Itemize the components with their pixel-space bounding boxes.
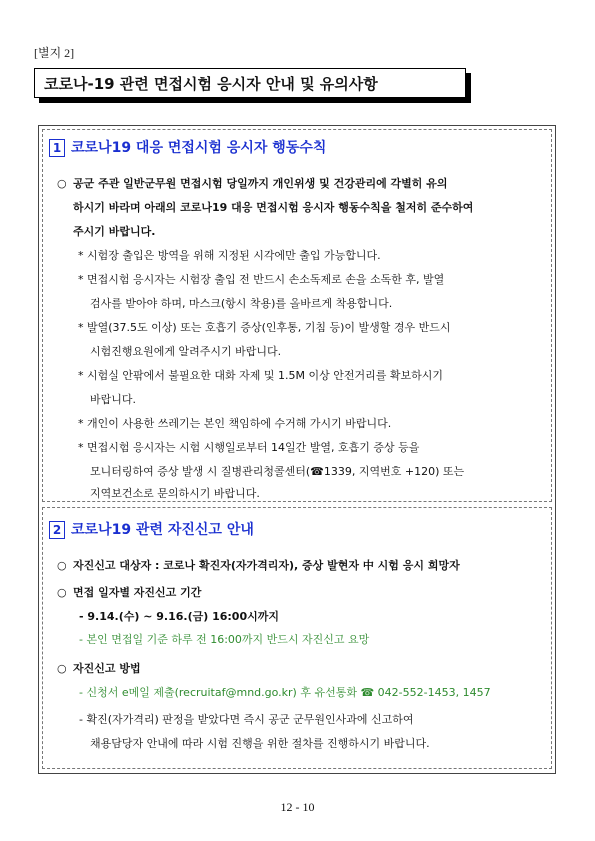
section1-heading bbox=[49, 137, 326, 157]
section1-heading-text: 코로나19 대응 면접시험 응시자 행동수칙 bbox=[71, 140, 327, 156]
method-line: - 신청서 e메일 제출(recruitaf@mnd.go.kr) 후 유선통화 ☎ 042-552-1453, 1457 bbox=[79, 686, 491, 699]
content-frame bbox=[38, 125, 556, 774]
period-value: - 9.14.(수) ~ 9.16.(금) 16:00시까지 bbox=[79, 610, 279, 623]
rule-line: 바랍니다. bbox=[90, 393, 137, 406]
circle-bullet-icon: ○ bbox=[57, 177, 67, 190]
rule-line: * 면접시험 응시자는 시험 시행일로부터 14일간 발열, 호흡기 증상 등을 bbox=[78, 441, 420, 454]
section-behavior-rules bbox=[42, 129, 552, 502]
period-label: ○ 면접 일자별 자진신고 기간 bbox=[57, 586, 202, 599]
intro-line-1: ○ 공군 주관 일반군무원 면접시험 당일까지 개인위생 및 건강관리에 각별히 유의 bbox=[57, 177, 448, 190]
intro-line-2: 하시기 바라며 아래의 코로나19 대응 면접시험 응시자 행동수칙을 철저히 준수하여 bbox=[73, 201, 474, 214]
attachment-label: [별지 2] bbox=[34, 46, 75, 60]
rule-line: * 개인이 사용한 쓰레기는 본인 책임하에 수거해 가시기 바랍니다. bbox=[78, 417, 392, 430]
page-number: 12 - 10 bbox=[280, 800, 315, 814]
section2-number: 2 bbox=[49, 521, 65, 539]
document-title: 코로나-19 관련 면접시험 응시자 안내 및 유의사항 bbox=[34, 68, 466, 98]
rule-line: 시험진행요원에게 알려주시기 바랍니다. bbox=[90, 345, 282, 358]
section2-heading bbox=[49, 519, 254, 539]
rule-line: 지역보건소로 문의하시기 바랍니다. bbox=[90, 487, 260, 500]
rule-line: * 시험장 출입은 방역을 위해 지정된 시각에만 출입 가능합니다. bbox=[78, 249, 381, 262]
rule-line: * 발열(37.5도 이상) 또는 호흡기 증상(인후통, 기침 등)이 발생할 경우 반드시 bbox=[78, 321, 451, 334]
circle-bullet-icon: ○ bbox=[57, 662, 67, 675]
self-report-target: ○ 자진신고 대상자 : 코로나 확진자(자가격리자), 증상 발현자 中 시험 응시 희망자 bbox=[57, 559, 460, 572]
section2-heading-text: 코로나19 관련 자진신고 안내 bbox=[71, 522, 254, 538]
circle-bullet-icon: ○ bbox=[57, 559, 67, 572]
intro-line-3: 주시기 바랍니다. bbox=[73, 225, 156, 238]
rule-line: 모니터링하여 증상 발생 시 질병관리청콜센터(☎1339, 지역번호 +120) 또는 bbox=[90, 465, 465, 478]
followup-line-1: - 확진(자가격리) 판정을 받았다면 즉시 공군 군무원인사과에 신고하여 bbox=[79, 713, 414, 726]
section-self-report bbox=[42, 507, 552, 769]
rule-line: * 면접시험 응시자는 시험장 출입 전 반드시 손소독제로 손을 소독한 후, 발열 bbox=[78, 273, 445, 286]
section1-number: 1 bbox=[49, 139, 65, 157]
rule-line: * 시험실 안팎에서 불필요한 대화 자제 및 1.5M 이상 안전거리를 확보하시기 bbox=[78, 369, 443, 382]
rule-line: 검사를 받아야 하며, 마스크(항시 착용)를 올바르게 착용합니다. bbox=[90, 297, 393, 310]
method-label: ○ 자진신고 방법 bbox=[57, 662, 141, 675]
followup-line-2: 채용담당자 안내에 따라 시험 진행을 위한 절차를 진행하시기 바랍니다. bbox=[90, 737, 430, 750]
circle-bullet-icon: ○ bbox=[57, 586, 67, 599]
period-note: - 본인 면접일 기준 하루 전 16:00까지 반드시 자진신고 요망 bbox=[79, 633, 370, 646]
